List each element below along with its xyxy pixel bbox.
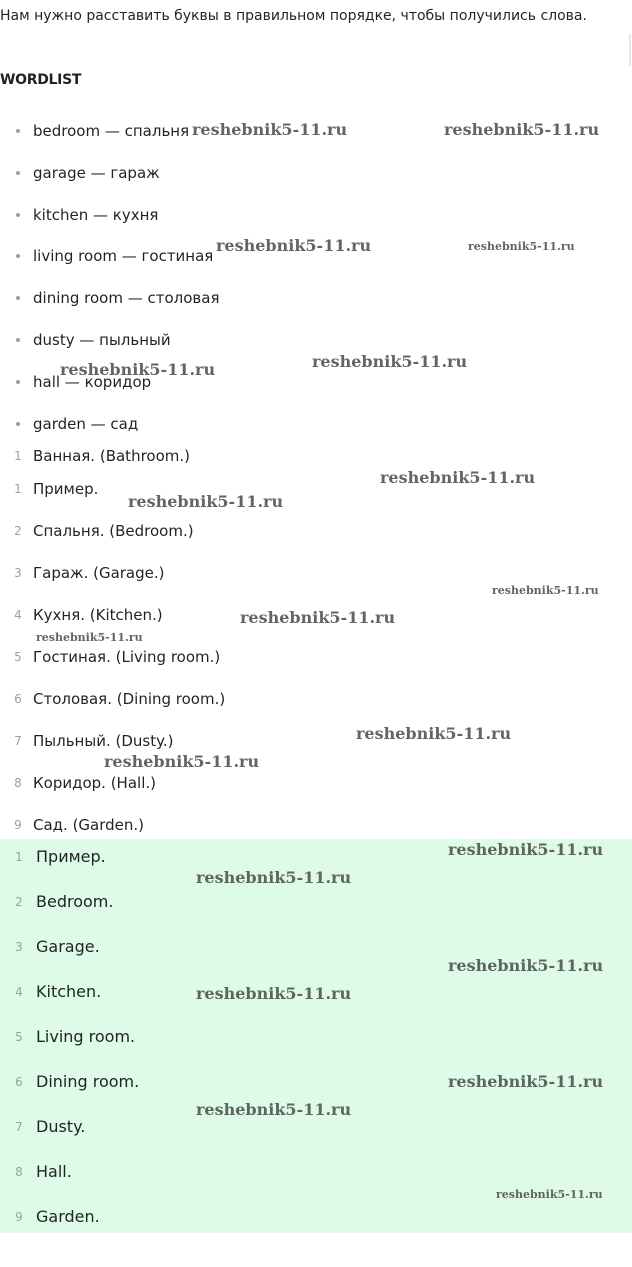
item-number: 3 xyxy=(15,940,23,954)
item-number: 6 xyxy=(14,692,22,706)
translation-text: Гостиная. (Living room.) xyxy=(33,648,221,666)
answer-text: Bedroom. xyxy=(36,892,114,911)
answer-item xyxy=(0,935,139,980)
translation-text: Пыльный. (Dusty.) xyxy=(33,732,174,750)
translation-item xyxy=(0,520,225,562)
answer-text: Garage. xyxy=(36,937,100,956)
answer-text: Hall. xyxy=(36,1162,72,1181)
translation-item xyxy=(0,646,225,688)
translation-item xyxy=(0,772,225,814)
translation-text: Гараж. (Garage.) xyxy=(33,564,165,582)
answer-text: Garden. xyxy=(36,1207,100,1226)
wordlist-item xyxy=(0,245,219,287)
wordlist-item xyxy=(0,204,219,246)
bullet-icon xyxy=(16,338,20,342)
translation-item xyxy=(0,562,225,604)
wordlist-item-text: garden — сад xyxy=(33,414,139,433)
item-number: 5 xyxy=(14,650,22,664)
wordlist-item-text: garage — гараж xyxy=(33,163,160,182)
bullet-icon xyxy=(16,129,20,133)
translation-item xyxy=(0,478,225,520)
answer-text: Dusty. xyxy=(36,1117,86,1136)
watermark: reshebnik5-11.ru xyxy=(196,1100,352,1119)
watermark: reshebnik5-11.ru xyxy=(240,608,396,627)
watermark: reshebnik5-11.ru xyxy=(468,240,575,253)
watermark: reshebnik5-11.ru xyxy=(192,120,348,139)
answer-text: Пример. xyxy=(36,847,106,866)
item-number: 4 xyxy=(15,985,23,999)
answer-item xyxy=(0,1070,139,1115)
item-number: 1 xyxy=(14,482,22,496)
answer-item xyxy=(0,980,139,1025)
watermark: reshebnik5-11.ru xyxy=(448,1072,604,1091)
answer-item xyxy=(0,1160,139,1205)
item-number: 2 xyxy=(15,895,23,909)
watermark: reshebnik5-11.ru xyxy=(496,1188,603,1201)
wordlist-item-text: hall — коридор xyxy=(33,372,152,391)
wordlist-item xyxy=(0,329,219,371)
answer-item xyxy=(0,890,139,935)
item-number: 2 xyxy=(14,524,22,538)
watermark: reshebnik5-11.ru xyxy=(196,868,352,887)
answer-item xyxy=(0,845,139,890)
item-number: 7 xyxy=(14,734,22,748)
translation-text: Пример. xyxy=(33,480,99,498)
watermark: reshebnik5-11.ru xyxy=(492,584,599,597)
wordlist xyxy=(0,120,219,454)
watermark: reshebnik5-11.ru xyxy=(312,352,468,371)
answer-text: Kitchen. xyxy=(36,982,102,1001)
watermark: reshebnik5-11.ru xyxy=(104,752,260,771)
answer-item xyxy=(0,1115,139,1160)
item-number: 1 xyxy=(14,449,22,463)
wordlist-item-text: dusty — пыльный xyxy=(33,330,171,349)
watermark: reshebnik5-11.ru xyxy=(380,468,536,487)
watermark: reshebnik5-11.ru xyxy=(448,956,604,975)
divider xyxy=(629,34,631,66)
watermark: reshebnik5-11.ru xyxy=(36,631,143,644)
wordlist-item-text: dining room — столовая xyxy=(33,289,220,308)
wordlist-item-text: living room — гостиная xyxy=(33,247,214,266)
translation-text: Сад. (Garden.) xyxy=(33,816,145,834)
task-instruction: Нам нужно расставить буквы в правильном порядке, чтобы получились слова. xyxy=(0,8,587,24)
translation-item xyxy=(0,688,225,730)
wordlist-item xyxy=(0,287,219,329)
wordlist-item xyxy=(0,371,219,413)
item-number: 5 xyxy=(15,1030,23,1044)
item-number: 7 xyxy=(15,1120,23,1134)
bullet-icon xyxy=(16,296,20,300)
bullet-icon xyxy=(16,422,20,426)
answer-text: Dining room. xyxy=(36,1072,140,1091)
wordlist-item-text: bedroom — спальня xyxy=(33,122,190,140)
watermark: reshebnik5-11.ru xyxy=(216,236,372,255)
answer-item xyxy=(0,1025,139,1070)
translation-text: Ванная. (Bathroom.) xyxy=(33,447,190,465)
item-number: 4 xyxy=(14,608,22,622)
item-number: 8 xyxy=(15,1165,23,1179)
translation-item xyxy=(0,604,225,646)
bullet-icon xyxy=(16,213,20,217)
watermark: reshebnik5-11.ru xyxy=(356,724,512,743)
translation-item xyxy=(0,730,225,772)
translation-item xyxy=(0,445,225,478)
bullet-icon xyxy=(16,380,20,384)
item-number: 9 xyxy=(14,818,22,832)
wordlist-item xyxy=(0,120,219,162)
item-number: 1 xyxy=(15,850,23,864)
answer-item xyxy=(0,1205,139,1250)
watermark: reshebnik5-11.ru xyxy=(444,120,600,139)
wordlist-item xyxy=(0,162,219,204)
answer-list xyxy=(0,845,139,1250)
item-number: 9 xyxy=(15,1210,23,1224)
translation-text: Столовая. (Dining room.) xyxy=(33,690,226,708)
translation-list xyxy=(0,445,225,844)
bullet-icon xyxy=(16,254,20,258)
translation-text: Кухня. (Kitchen.) xyxy=(33,606,163,624)
wordlist-item-text: kitchen — кухня xyxy=(33,205,159,224)
watermark: reshebnik5-11.ru xyxy=(60,360,216,379)
wordlist-title: WORDLIST xyxy=(0,72,82,88)
item-number: 3 xyxy=(14,566,22,580)
translation-text: Коридор. (Hall.) xyxy=(33,774,156,792)
translation-text: Спальня. (Bedroom.) xyxy=(33,522,194,540)
bullet-icon xyxy=(16,171,20,175)
watermark: reshebnik5-11.ru xyxy=(448,840,604,859)
item-number: 6 xyxy=(15,1075,23,1089)
item-number: 8 xyxy=(14,776,22,790)
watermark: reshebnik5-11.ru xyxy=(128,492,284,511)
answer-text: Living room. xyxy=(36,1027,136,1046)
watermark: reshebnik5-11.ru xyxy=(196,984,352,1003)
